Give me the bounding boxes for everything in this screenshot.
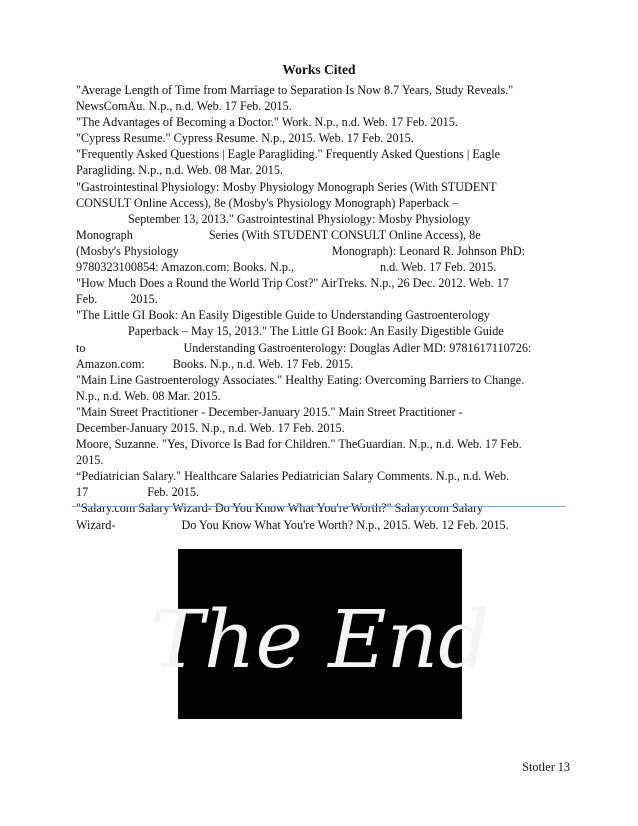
reference-text: to — [76, 340, 86, 355]
reference-line — [76, 291, 566, 307]
reference-line — [100, 323, 566, 339]
reference-entry — [76, 404, 566, 436]
reference-line: "Main Street Practitioner - December-January 2015." Main Street Practitioner - — [76, 404, 463, 419]
reference-entry — [76, 130, 566, 146]
reference-line — [76, 484, 566, 500]
page-footer: Stotler 13 — [522, 760, 570, 774]
reference-line: "Average Length of Time from Marriage to Separation Is Now 8.7 Years, Study Reveals." — [76, 83, 514, 97]
works-cited-title: Works Cited — [282, 62, 356, 77]
reference-line: "How Much Does a Round the World Trip Cost?" AirTreks. N.p., 26 Dec. 2012. Web. 17 — [76, 276, 509, 291]
reference-line — [76, 98, 566, 114]
reference-line: “Pediatrician Salary." Healthcare Salaries Pediatrician Salary Comments. N.p., n.d. Web. — [76, 469, 510, 484]
reference-line — [100, 211, 566, 227]
reference-line: "Main Line Gastroenterology Associates." Healthy Eating: Overcoming Barriers to Change. — [76, 372, 525, 387]
reference-line: Moore, Suzanne. "Yes, Divorce Is Bad for Children." TheGuardian. N.p., n.d. Web. 17 Feb. — [76, 437, 522, 452]
reference-line: "Cypress Resume." Cypress Resume. N.p., 2015. Web. 17 Feb. 2015. — [76, 131, 414, 146]
reference-text: NewsComAu. N.p., n.d. Web. 17 Feb. 2015. — [76, 99, 292, 114]
reference-text: Do You Know What You're Worth? N.p., 2015. Web. 12 Feb. 2015. — [181, 517, 509, 532]
reference-line: "The Advantages of Becoming a Doctor." Work. N.p., n.d. Web. 17 Feb. 2015. — [76, 115, 458, 130]
reference-entry — [76, 372, 566, 404]
reference-entry — [76, 275, 566, 307]
the-end-image — [150, 549, 490, 719]
reference-entry — [76, 468, 566, 500]
references-list — [76, 82, 566, 533]
reference-line — [76, 356, 566, 372]
reference-entry — [76, 114, 566, 130]
reference-line: "The Little GI Book: An Easily Digestible Guide to Understanding Gastroenterology — [76, 308, 490, 323]
reference-line: N.p., n.d. Web. 08 Mar. 2015. — [76, 388, 221, 403]
reference-text: Feb. 2015. — [147, 485, 199, 500]
reference-text: Understanding Gastroenterology: Douglas Adler MD: 9781617110726: — [183, 340, 532, 355]
reference-line — [76, 259, 566, 275]
reference-text: Series (With STUDENT CONSULT Online Access), 8e — [208, 227, 481, 242]
reference-text: Wizard- — [76, 517, 116, 532]
reference-text: Books. N.p., n.d. Web. 17 Feb. 2015. — [172, 356, 354, 371]
reference-text: n.d. Web. 17 Feb. 2015. — [380, 260, 497, 275]
reference-entry — [76, 146, 566, 178]
reference-entry — [76, 179, 566, 276]
reference-entry — [76, 82, 566, 114]
reference-line: CONSULT Online Access), 8e (Mosby's Physiology Monograph) Paperback – — [76, 195, 459, 210]
reference-line: 2015. — [76, 453, 104, 468]
reference-line: December-January 2015. N.p., n.d. Web. 17 Feb. 2015. — [76, 420, 345, 435]
reference-line — [76, 517, 566, 533]
reference-entry — [76, 307, 566, 371]
reference-line: "Frequently Asked Questions | Eagle Paragliding." Frequently Asked Questions | Eagle — [76, 147, 501, 162]
reference-line — [76, 243, 566, 259]
reference-line — [76, 340, 566, 356]
the-end-script-graphic — [150, 549, 490, 719]
reference-text: Paperback – May 15, 2013." The Little GI Book: An Easily Digestible Guide — [128, 324, 504, 339]
the-end-text: The End — [150, 593, 490, 686]
reference-text: Monograph — [76, 227, 133, 242]
reference-text: 2015. — [130, 292, 158, 307]
reference-text: Feb. — [76, 292, 98, 307]
reference-entry — [76, 436, 566, 468]
reference-line: Paragliding. N.p., n.d. Web. 08 Mar. 2015. — [76, 163, 283, 178]
reference-line: "Gastrointestinal Physiology: Mosby Physiology Monograph Series (With STUDENT — [76, 179, 497, 194]
reference-text: September 13, 2013." Gastrointestinal Physiology: Mosby Physiology — [128, 211, 471, 226]
reference-text: Amazon.com: — [76, 356, 145, 371]
reference-text: (Mosby's Physiology — [76, 243, 179, 258]
reference-line: "Salary.com Salary Wizard- Do You Know What You're Worth?" Salary.com Salary — [76, 501, 484, 516]
reference-text: 17 — [76, 485, 89, 500]
reference-text: 9780323100854: Amazon.com: Books. N.p., — [76, 260, 295, 275]
reference-text: Monograph): Leonard R. Johnson PhD: — [331, 243, 526, 258]
divider-line — [72, 506, 566, 507]
reference-line — [76, 227, 566, 243]
